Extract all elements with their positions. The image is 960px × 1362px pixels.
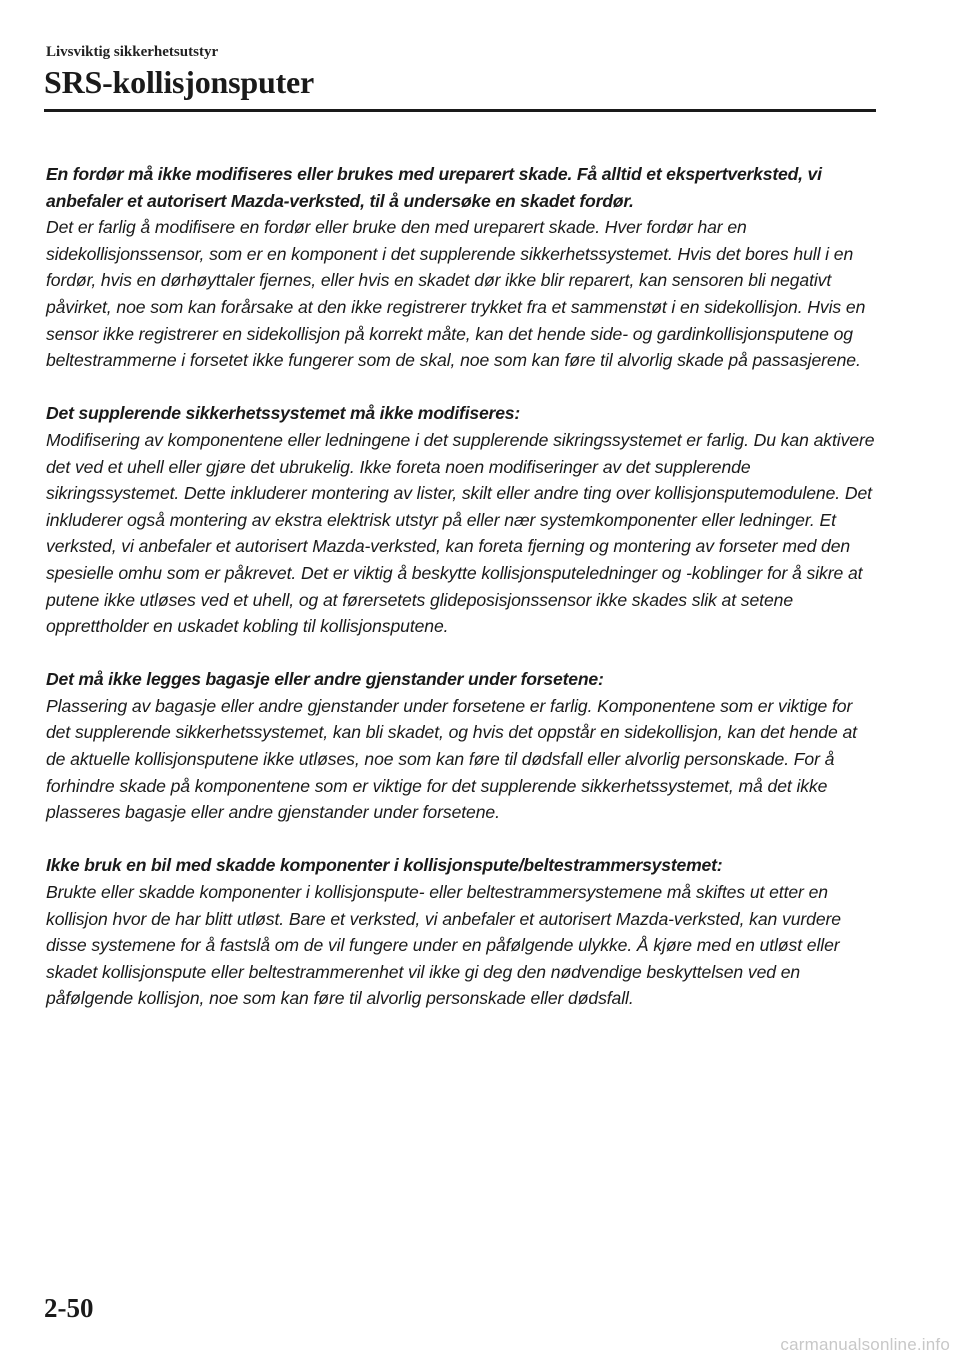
warning-body: Det er farlig å modifisere en fordør eller bruke den med ureparert skade. Hver fordør har en sidekollisjonssensor, som er en komponent i det supplerende sikkerhetssystemet. Hvis det bores hull i en fordør, hvis en dørhøyttaler fjernes, eller hvis en skadet dør ikke blir reparert, kan sensoren bli negativt påvirket, noe som kan forårsake at den ikke registrerer trykket fra et sammenstøt i en sidekollisjon. Hvis en sensor ikke registrerer en sidekollisjon på korrekt måte, kan det hende side- og gardinkollisjonsputene og beltestrammerne i forsetet ikke fungerer som de skal, noe som kan føre til alvorlig skade på passasjerene. bbox=[46, 217, 866, 371]
warning-block-modification bbox=[46, 400, 878, 639]
warning-heading: Det må ikke legges bagasje eller andre gjenstander under forsetene: bbox=[46, 669, 604, 690]
warning-heading: Det supplerende sikkerhetssystemet må ikke modifiseres: bbox=[46, 403, 521, 424]
warning-heading: En fordør må ikke modifiseres eller brukes med ureparert skade. Få alltid et ekspertverksted, vi anbefaler et autorisert Mazda-verksted, til å undersøke en skadet fordør. bbox=[46, 164, 822, 211]
header-divider bbox=[44, 109, 876, 112]
page-number: 2-50 bbox=[44, 1293, 94, 1323]
warning-body: Plassering av bagasje eller andre gjenstander under forsetene er farlig. Komponentene som er viktige for det supplerende sikkerhetssystemet, kan bli skadet, og hvis det oppstår en sidekollisjon, kan det hende at de aktuelle kollisjonsputene ikke utløses, noe som kan føre til dødsfall eller alvorlig personskade. For å forhindre skade på komponentene som er viktige for det supplerende sikkerhetssystemet, må det ikke plasseres bagasje eller andre gjenstander under forsetene. bbox=[46, 695, 857, 823]
page-title: SRS-kollisjonsputer bbox=[44, 64, 315, 100]
warning-block-luggage bbox=[46, 666, 878, 826]
warning-body: Brukte eller skadde komponenter i kollisjonspute- eller beltestrammersystemene må skiftes ut etter en kollisjon hvor de har blitt utløst. Bare et verksted, vi anbefaler et autorisert Mazda-verksted, kan vurdere disse systemene for å fastslå om de vil fungere under en påfølgende ulykke. Å kjøre med en utløst eller skadet kollisjonspute eller beltestrammerenhet vil ikke gi deg den nødvendige beskyttelsen ved en påfølgende kollisjon, noe som kan føre til alvorlig personskade eller dødsfall. bbox=[46, 882, 841, 1009]
warning-block-damaged-components bbox=[46, 852, 878, 1012]
watermark: carmanualsonline.info bbox=[780, 1335, 950, 1354]
warning-content bbox=[46, 161, 878, 1039]
warning-body: Modifisering av komponentene eller ledningene i det supplerende sikringssystemet er farlig. Du kan aktivere det ved et uhell eller gjøre det ubrukelig. Ikke foreta noen modifiseringer av det supplerende sikringssystemet. Dette inkluderer montering av lister, skilt eller andre ting over kollisjonsputemodulene. Det inkluderer også montering av ekstra elektrisk utstyr på eller nær systemkomponenter eller ledninger. Et verksted, vi anbefaler et autorisert Mazda-verksted, kan foreta fjerning og montering av forseter med den spesielle omhu som er påkrevet. Det er viktig å beskytte kollisjonsputeledninger og -koblinger for å sikre at putene ikke utløses ved et uhell, og at førersetets glideposisjonssensor ikke skades slik at setene opprettholder en uskadet kobling til kollisjonsputene. bbox=[46, 429, 875, 637]
warning-heading: Ikke bruk en bil med skadde komponenter i kollisjonspute/beltestrammersystemet: bbox=[46, 855, 723, 876]
warning-block-door bbox=[46, 161, 878, 374]
section-label: Livsviktig sikkerhetsutstyr bbox=[46, 44, 219, 60]
